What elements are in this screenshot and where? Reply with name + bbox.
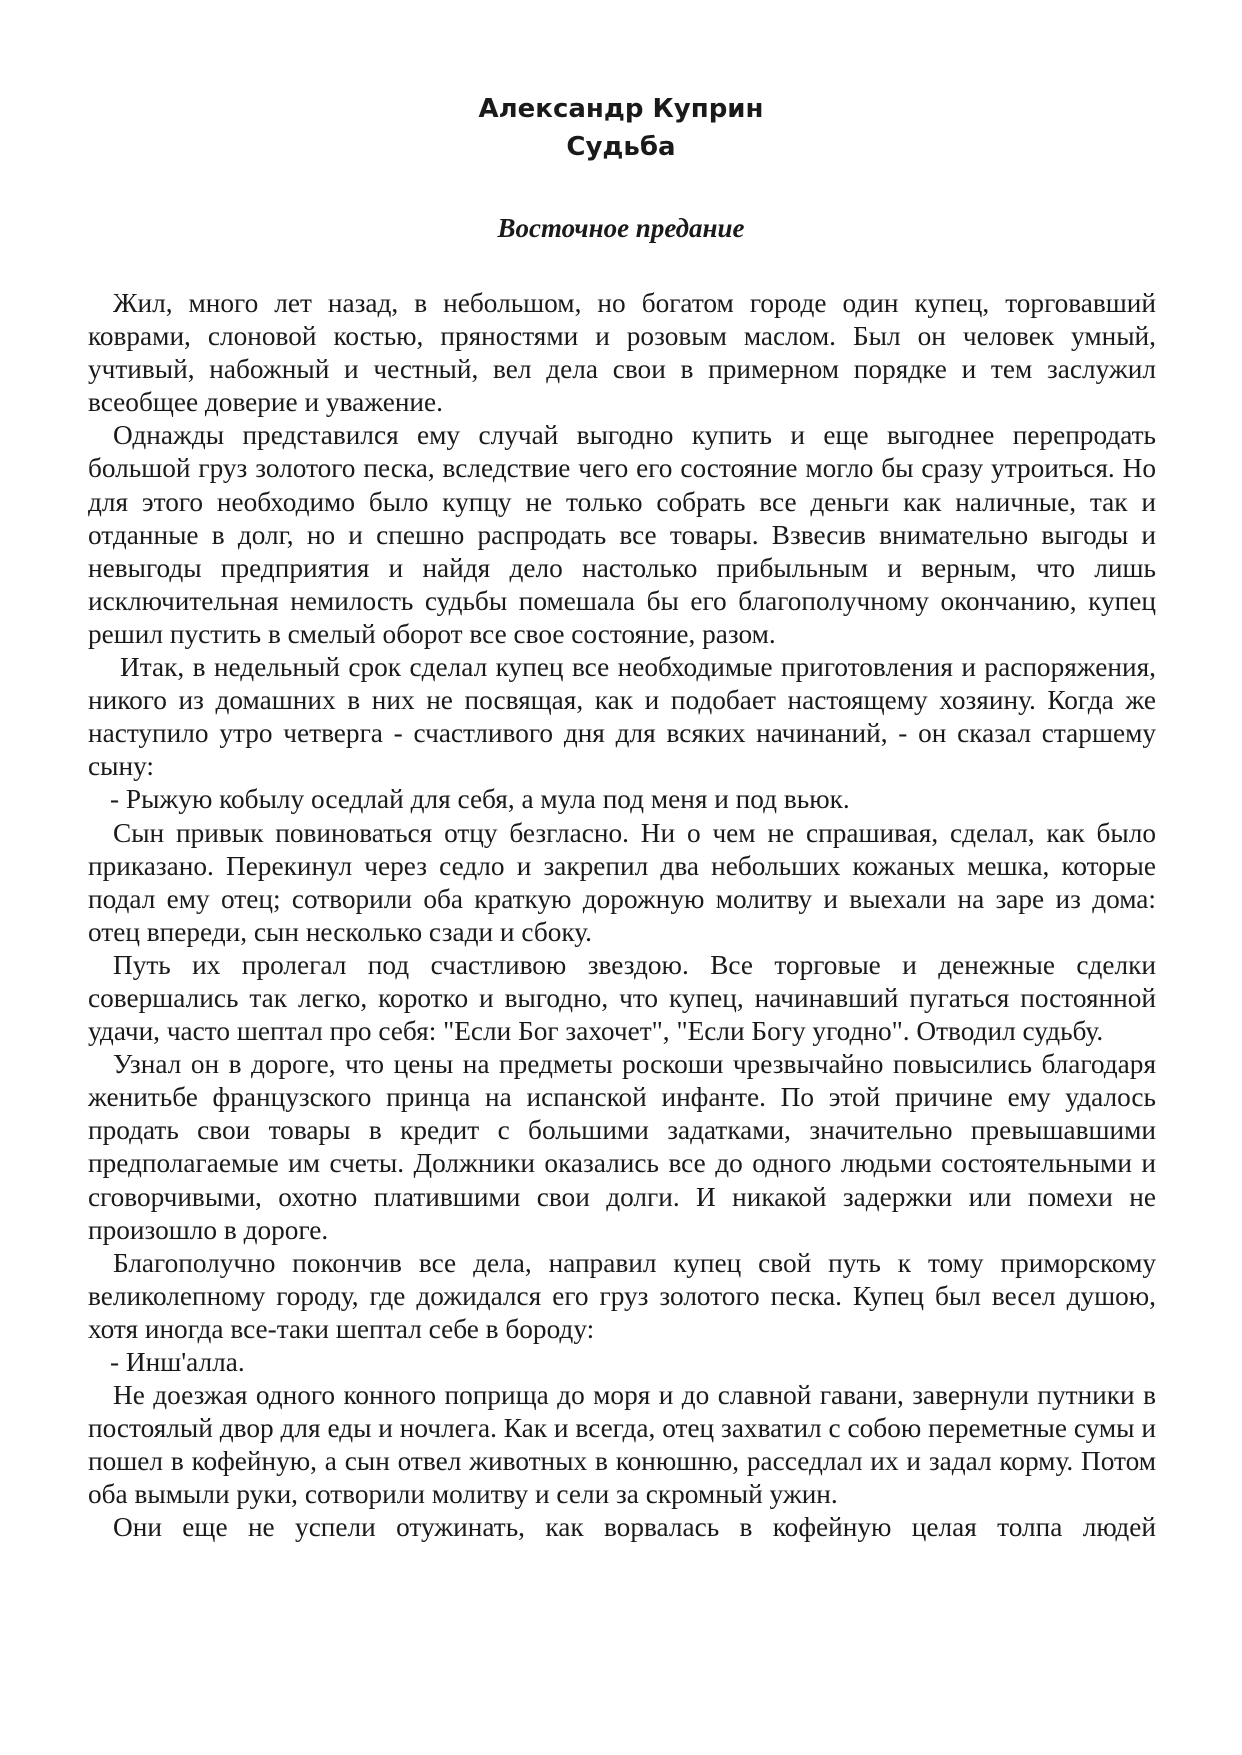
paragraph: Итак, в недельный срок сделал купец все необходимые приготовления и распоряжения, никого из домашних в них не посвящая, как и подобает настоящему хозяину. Когда же наступило утро четверга - счастливого дня для всяких начинаний, - он сказал старшему сыну: <box>88 652 1156 782</box>
paragraph: Не доезжая одного конного поприща до моря и до славной гавани, завернули путники в постоялый двор для еды и ночлега. Как и всегда, отец захватил с собою переметные сумы и пошел в кофейную, а сын отвел животных в конюшню, расседлал их и задал корму. Потом оба вымыли руки, сотворили молитву и сели за скромный ужин. <box>88 1380 1156 1510</box>
paragraph: Они еще не успели отужинать, как ворвалась в кофейную целая толпа людей <box>113 1512 1156 1543</box>
title-heading: Судьба <box>566 132 676 162</box>
author-heading: Александр Куприн <box>478 94 764 124</box>
paragraph: Однажды представился ему случай выгодно купить и еще выгоднее перепродать большой груз золотого песка, вследствие чего его состояние могло бы сразу утроиться. Но для этого необходимо было купцу не только собрать все деньги как наличные, так и отданные в долг, но и спешно распродать все товары. Взвесив внимательно выгоды и невыгоды предприятия и найдя дело настолько прибыльным и верным, что лишь исключительная немилость судьбы помешала бы его благополучному окончанию, купец решил пустить в смелый оборот все свое состояние, разом. <box>88 420 1156 649</box>
paragraph: Путь их пролегал под счастливою звездою. Все торговые и денежные сделки совершались так легко, коротко и выгодно, что купец, начинавший пугаться постоянной удачи, часто шептал про себя: "Если Бог захочет", "Если Богу угодно". Отводил судьбу. <box>88 949 1156 1047</box>
paragraph: Узнал он в дороге, что цены на предметы роскоши чрезвычайно повысились благодаря женитьбе французского принца на испанской инфанте. По этой причине ему удалось продать свои товары в кредит с большими задатками, значительно превышавшими предполагаемые им счеты. Должники оказались все до одного людьми состоятельными и сговорчивыми, охотно платившими свои долги. И никакой задержки или помехи не произошло в дороге. <box>88 1049 1156 1245</box>
body-text <box>88 287 1156 1545</box>
paragraph: Благополучно покончив все дела, направил купец свой путь к тому приморскому великолепному городу, где дожидался его груз золотого песка. Купец был весел душою, хотя иногда все-таки шептал себе в бороду: <box>88 1247 1156 1344</box>
dialogue-line: - Рыжую кобылу оседлай для себя, а мула под меня и под вьюк. <box>110 784 850 815</box>
paragraph: Жил, много лет назад, в небольшом, но богатом городе один купец, торговавший коврами, слоновой костью, пряностями и розовым маслом. Был он человек умный, учтивый, набожный и честный, вел дела свои в примерном порядке и тем заслужил всеобщее доверие и уважение. <box>88 288 1156 418</box>
paragraph: Сын привык повиноваться отцу безгласно. Ни о чем не спрашивая, сделал, как было приказано. Перекинул через седло и закрепил два небольших кожаных мешка, которые подал ему отец; сотворили оба краткую дорожную молитву и выехали на заре из дома: отец впереди, сын несколько сзади и сбоку. <box>88 817 1156 947</box>
subtitle-heading: Восточное предание <box>497 213 745 243</box>
dialogue-line: - Инш'алла. <box>110 1347 245 1377</box>
